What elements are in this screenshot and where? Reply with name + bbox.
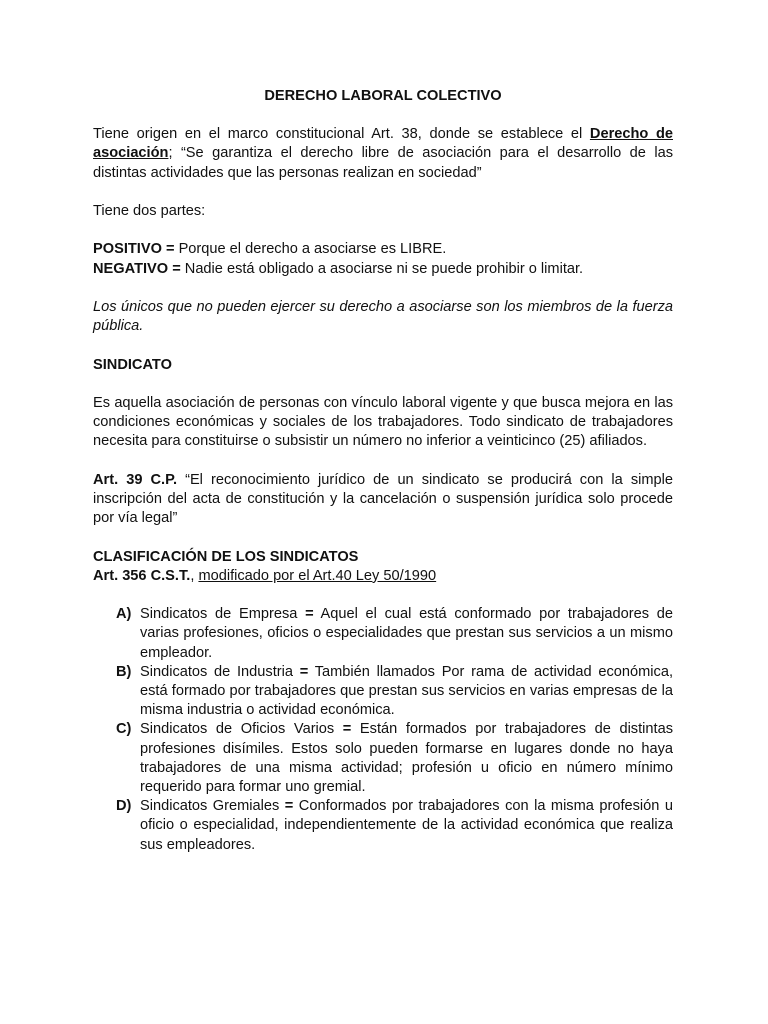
class-description: Conformados por trabajadores con la misma profesión u oficio o especialidad, independientemente de la actividad económica que realiza sus empleadores.: [140, 798, 673, 853]
equals-sign: =: [284, 798, 294, 815]
sindicato-definition: Es aquella asociación de personas con vínculo laboral vigente y que busca mejora en las condiciones económicas y sociales de los trabajadores. Todo sindicato de trabajadores necesita para constituirse o subsistir un número no inferior a veinticinco (25) afiliados.: [93, 394, 673, 450]
art39-text: “El reconocimiento jurídico de un sindicato se producirá con la simple inscripción del acta de constitución y la cancelación o suspensión jurídica solo procede por vía legal”: [93, 471, 673, 527]
negativo-label: NEGATIVO =: [93, 260, 181, 277]
class-name: Sindicatos Gremiales: [140, 798, 285, 815]
fuerza-publica-note: Los únicos que no pueden ejercer su derecho a asociarse son los miembros de la fuerza pública.: [93, 298, 673, 335]
art356-reference-link[interactable]: modificado por el Art.40 Ley 50/1990: [198, 567, 437, 584]
class-description: Están formados por trabajadores de distintas profesiones disímiles. Estos solo pueden formarse en lugares donde no haya trabajadores de una misma actividad; profesión u oficio en número mínimo requerido para formar uno gremial.: [140, 721, 673, 795]
sindicato-classes-list: [93, 605, 673, 855]
negativo-line: [93, 260, 673, 279]
art356-line: [93, 567, 673, 586]
class-description: También llamados Por rama de actividad económica, está formado por trabajadores que prestan sus servicios en varias empresas de la misma industria o actividad económica.: [140, 663, 673, 719]
art39-label: Art. 39 C.P.: [93, 471, 178, 488]
positivo-line: [93, 240, 673, 259]
derecho-asociacion-link[interactable]: Derecho de asociación: [93, 126, 673, 162]
list-marker: B): [116, 663, 132, 680]
art39-paragraph: [93, 471, 673, 529]
intro-text-start: Tiene origen en el marco constitucional Art. 38, donde se establece el: [93, 126, 590, 143]
class-name: Sindicatos de Oficios Varios: [140, 721, 343, 738]
positivo-label: POSITIVO =: [93, 241, 175, 258]
list-marker: A): [116, 606, 132, 623]
art356-label: Art. 356 C.S.T.: [93, 567, 191, 584]
list-marker: D): [116, 798, 132, 815]
art356-separator: ,: [190, 567, 199, 584]
class-description: Aquel el cual está conformado por trabajadores de varias profesiones, oficios o especialidades que prestan sus servicios a un mismo empleador.: [140, 606, 673, 661]
class-name: Sindicatos de Empresa: [140, 606, 306, 623]
list-item: [116, 797, 673, 855]
positivo-text: Porque el derecho a asociarse es LIBRE.: [174, 241, 447, 258]
class-name: Sindicatos de Industria: [140, 663, 300, 680]
list-marker: C): [116, 721, 132, 738]
intro-text-end: ; “Se garantiza el derecho libre de asociación para el desarrollo de las distintas actividades que las personas realizan en sociedad”: [93, 145, 673, 181]
two-parts-text: Tiene dos partes:: [93, 203, 206, 219]
list-item: [116, 720, 673, 797]
document-page: [93, 87, 673, 855]
clasificacion-heading: CLASIFICACIÓN DE LOS SINDICATOS: [93, 548, 359, 565]
document-title: DERECHO LABORAL COLECTIVO: [264, 88, 502, 104]
equals-sign: =: [305, 606, 314, 623]
negativo-text: Nadie está obligado a asociarse ni se puede prohibir o limitar.: [180, 260, 584, 277]
equals-sign: =: [342, 721, 352, 738]
list-item: [116, 605, 673, 663]
sindicato-heading: SINDICATO: [93, 356, 172, 373]
equals-sign: =: [299, 663, 309, 680]
intro-paragraph: [93, 125, 673, 183]
list-item: [116, 663, 673, 721]
